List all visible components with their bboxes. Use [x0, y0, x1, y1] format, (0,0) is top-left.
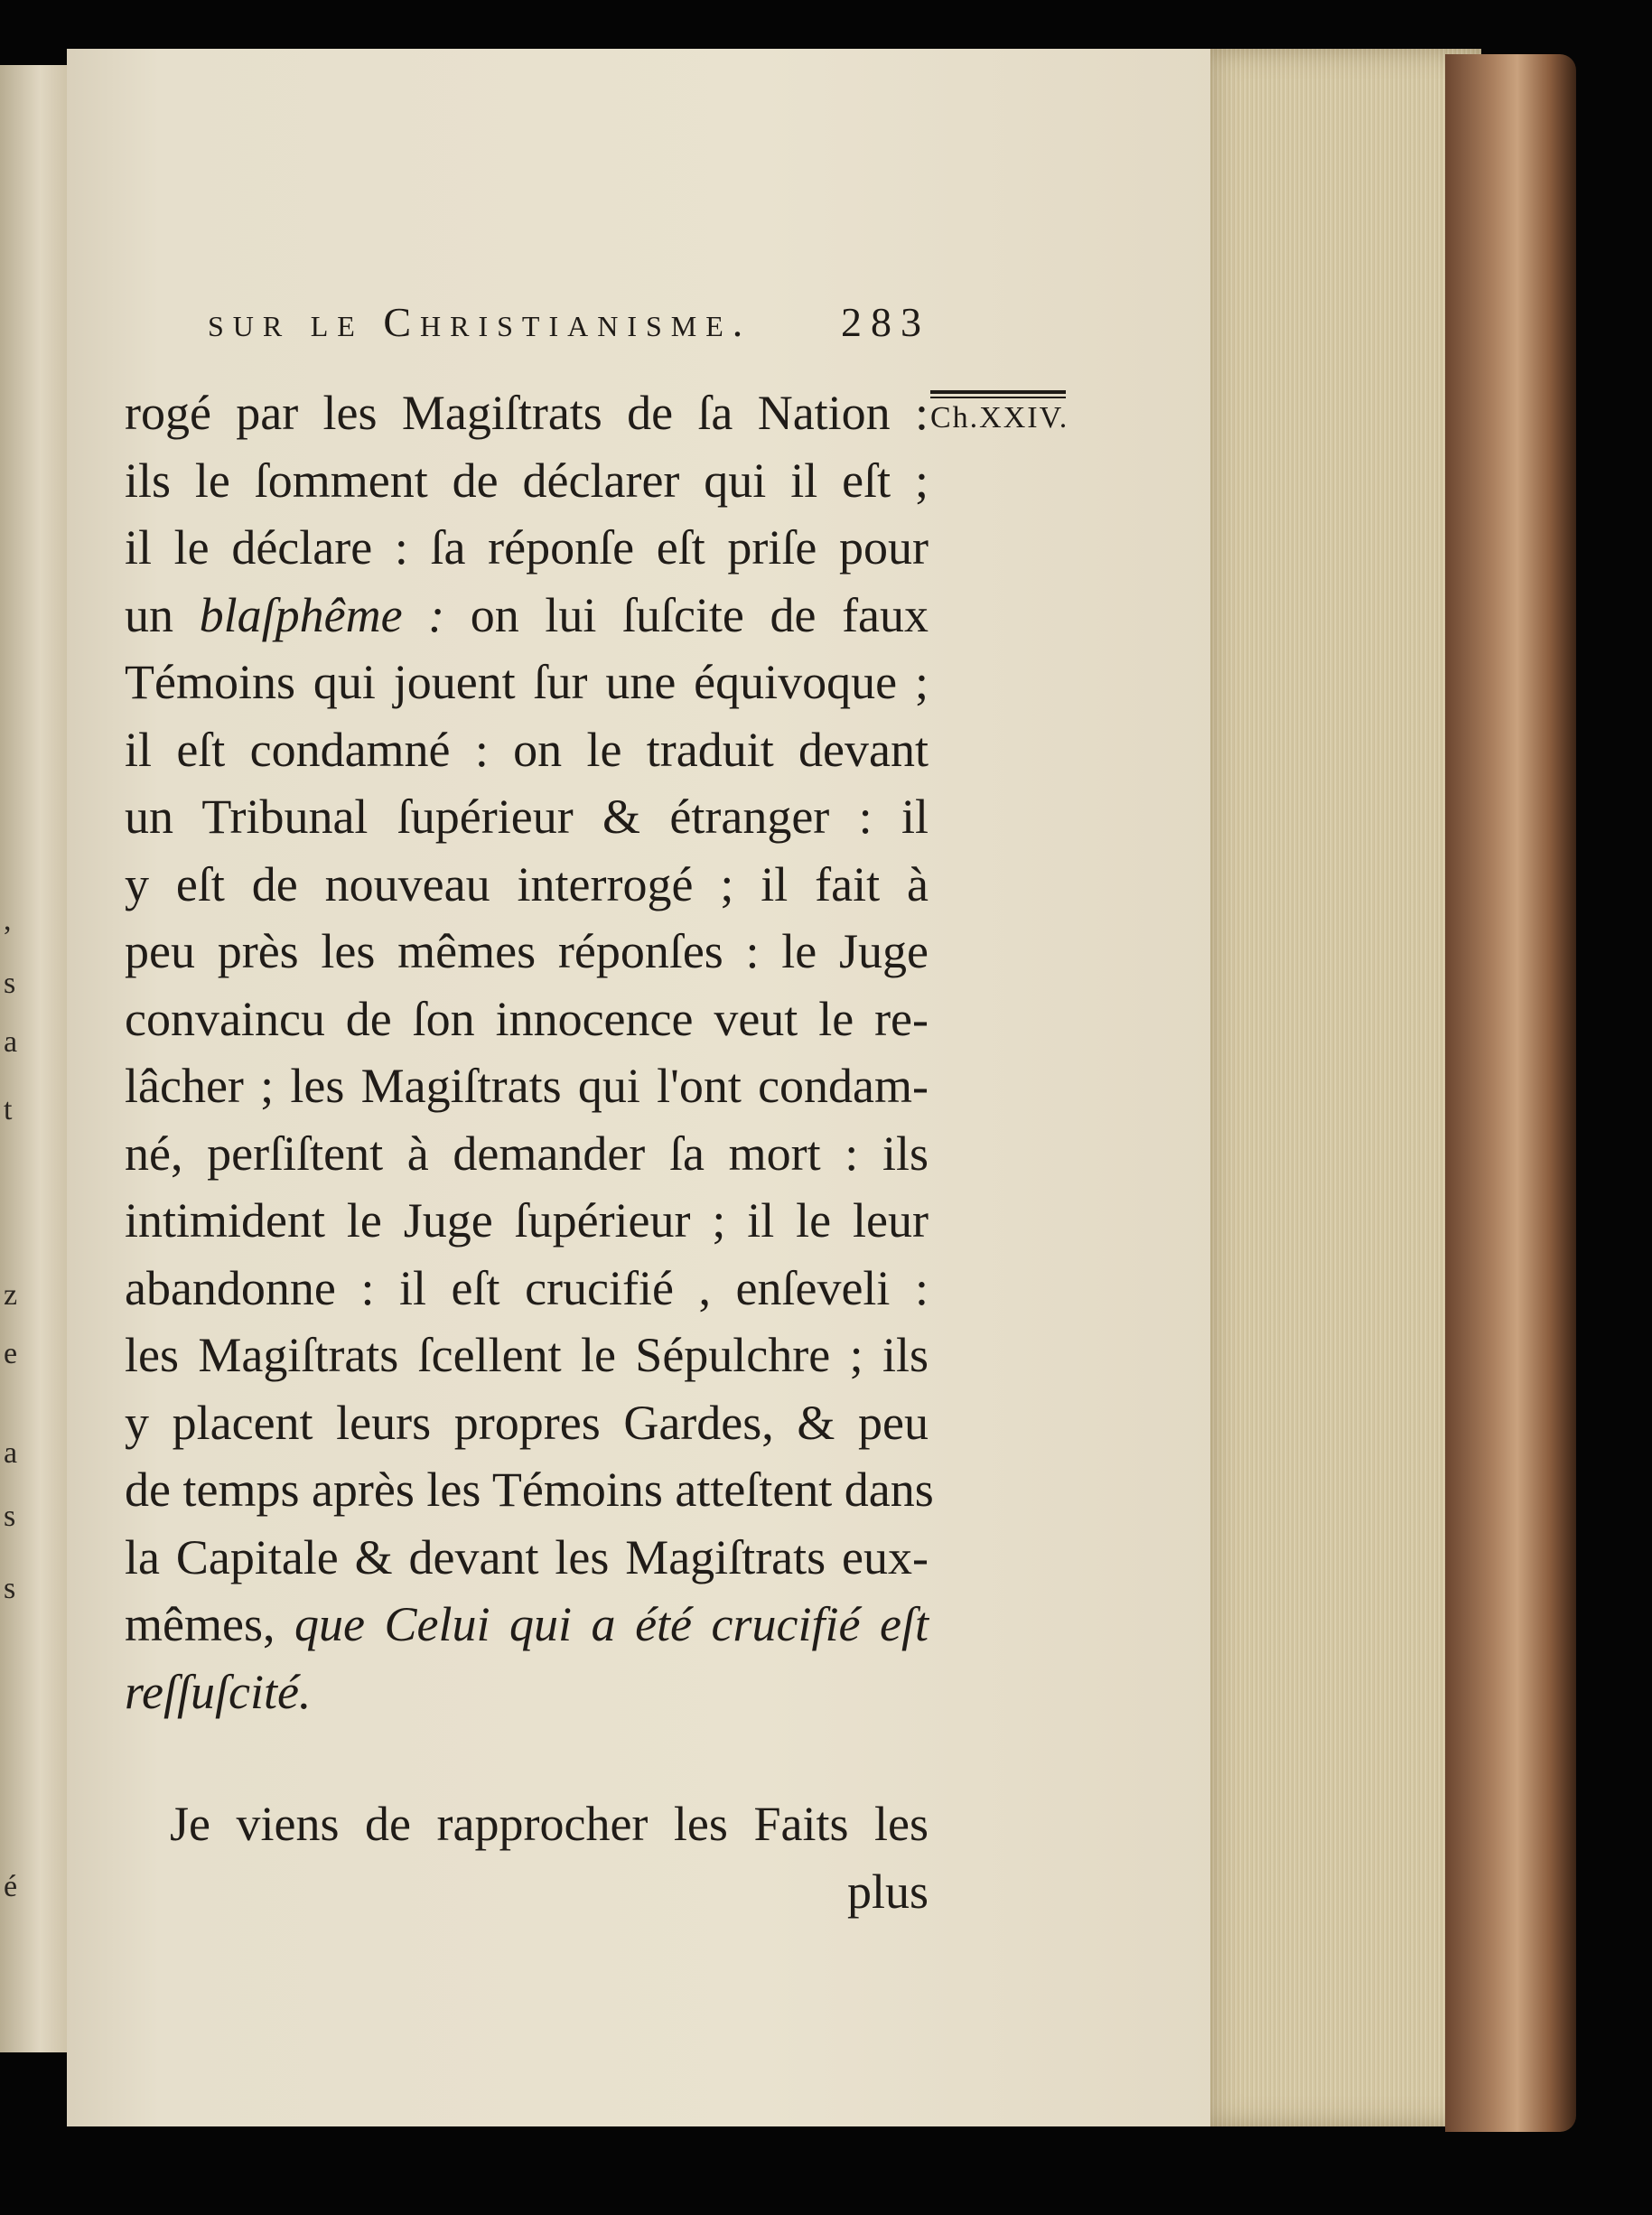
text-line: peu près les mêmes réponſes : le Juge — [125, 924, 929, 978]
margin-rule — [930, 390, 1066, 394]
facing-page-fragment: s — [4, 967, 16, 1000]
chapter-label: Ch.XXIV. — [930, 401, 1069, 435]
text-line: de temps après les Témoins atteſtent dans — [125, 1463, 934, 1517]
text-line: lâcher ; les Magiſtrats qui l'ont condam- — [125, 1059, 929, 1113]
facing-page-fragment: t — [4, 1093, 13, 1126]
text-line: la Capitale & devant les Magiſtrats eux- — [125, 1529, 929, 1584]
text-line: il le déclare : ſa réponſe eſt priſe pour — [125, 520, 929, 575]
text-line: Témoins qui jouent ſur une équivoque ; — [125, 655, 929, 709]
text-line: reſſuſcité. — [125, 1664, 312, 1719]
text-line: un Tribunal ſupérieur & étranger : il — [125, 790, 929, 844]
page-number: 283 — [841, 299, 930, 345]
facing-page-fragment: , — [4, 903, 12, 937]
text-line: il eſt condamné : on le traduit devant — [125, 722, 929, 777]
paragraph-2 — [125, 1790, 929, 1925]
facing-page-edge — [0, 65, 70, 2052]
facing-page-fragment: e — [4, 1337, 18, 1370]
text-line: abandonne : il eſt crucifié , enſeveli : — [125, 1260, 929, 1315]
text-line: mêmes, que Celui qui a été crucifié eſt — [125, 1597, 929, 1651]
text-line: Je viens de rapprocher les Faits les — [170, 1797, 929, 1851]
catchword: plus — [846, 1864, 929, 1919]
margin-rule — [930, 397, 1066, 398]
facing-page-fragment: s — [4, 1500, 16, 1533]
facing-page-fragment: a — [4, 1025, 18, 1059]
page-block-edges — [1210, 49, 1481, 2126]
text-line: y eſt de nouveau interrogé ; il fait à — [125, 856, 929, 911]
facing-page-fragment: s — [4, 1572, 16, 1605]
text-line: y placent leurs propres Gardes, & peu — [125, 1395, 929, 1450]
leather-binding — [1445, 54, 1576, 2132]
text-line: les Magiſtrats ſcellent le Sépulchre ; ils — [125, 1328, 929, 1382]
chapter-margin-note — [930, 390, 1075, 435]
paragraph-1 — [125, 379, 934, 1725]
running-head — [208, 298, 930, 346]
text-line: convaincu de ſon innocence veut le re- — [125, 991, 929, 1046]
text-line: né, perſiſtent à demander ſa mort : ils — [125, 1126, 929, 1181]
text-line: un blaſphême : on lui ſuſcite de faux — [125, 587, 929, 642]
facing-page-fragment: é — [4, 1870, 18, 1903]
text-line: intimident le Juge ſupérieur ; il le leur — [125, 1193, 929, 1248]
facing-page-fragment: a — [4, 1436, 18, 1470]
text-line: ils le ſomment de déclarer qui il eſt ; — [125, 453, 929, 508]
facing-page-fragment: z — [4, 1278, 18, 1312]
text-line: rogé par les Magiſtrats de ſa Nation : — [125, 386, 929, 440]
running-head-title: sur le Christianisme. — [208, 299, 752, 345]
